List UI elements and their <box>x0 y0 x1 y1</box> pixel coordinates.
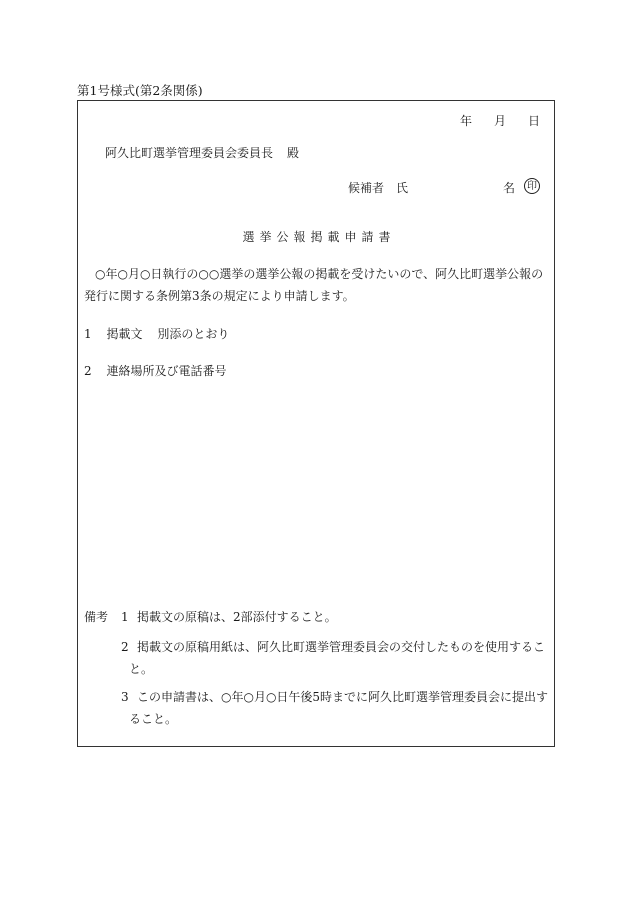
candidate-name-suffix: 名 <box>503 181 516 195</box>
note-number: 1 <box>121 610 129 624</box>
item-label: 連絡場所及び電話番号 <box>106 364 227 378</box>
note-text: この申請書は、○年○月○日午後5時までに阿久比町選挙管理委員会に提出す <box>137 690 549 704</box>
addressee-honorific: 殿 <box>287 146 300 160</box>
statement-line-2: 発行に関する条例第3条の規定により申請します。 <box>84 289 355 303</box>
note-number: 3 <box>121 690 129 704</box>
item-publication-text <box>84 326 229 342</box>
statement-line-1: ○年○月○日執行の○○選挙の選挙公報の掲載を受けたいので、阿久比町選挙公報の <box>95 267 544 281</box>
note-text: 掲載文の原稿用紙は、阿久比町選挙管理委員会の交付したものを使用するこ <box>137 640 546 654</box>
addressee <box>105 145 299 161</box>
item-value: 別添のとおり <box>157 327 230 341</box>
note-number: 2 <box>121 640 129 654</box>
note-item <box>121 686 548 730</box>
date-day-label: 日 <box>527 114 540 128</box>
seal-icon: 印 <box>524 178 540 194</box>
date-year-label: 年 <box>459 114 472 128</box>
note-item <box>121 636 545 680</box>
note-item <box>121 606 337 628</box>
form-number-label: 第1号様式(第2条関係) <box>77 83 203 98</box>
notes-heading: 備考 <box>84 610 109 624</box>
item-contact-info <box>84 363 226 379</box>
application-statement <box>84 263 554 307</box>
date-month-label: 月 <box>493 114 506 128</box>
note-text-continued: ること。 <box>129 712 178 726</box>
item-number: 1 <box>84 327 92 341</box>
application-form <box>77 100 555 747</box>
document-title: 選挙公報掲載申請書 <box>242 230 396 244</box>
candidate-name-label: 候補者 氏 <box>348 181 409 195</box>
item-number: 2 <box>84 364 92 378</box>
item-label: 掲載文 <box>106 327 143 341</box>
addressee-name: 阿久比町選挙管理委員会委員長 <box>105 146 274 160</box>
note-text: 掲載文の原稿は、2部添付すること。 <box>137 610 337 624</box>
note-text-continued: と。 <box>129 662 154 676</box>
date-row <box>460 113 540 129</box>
